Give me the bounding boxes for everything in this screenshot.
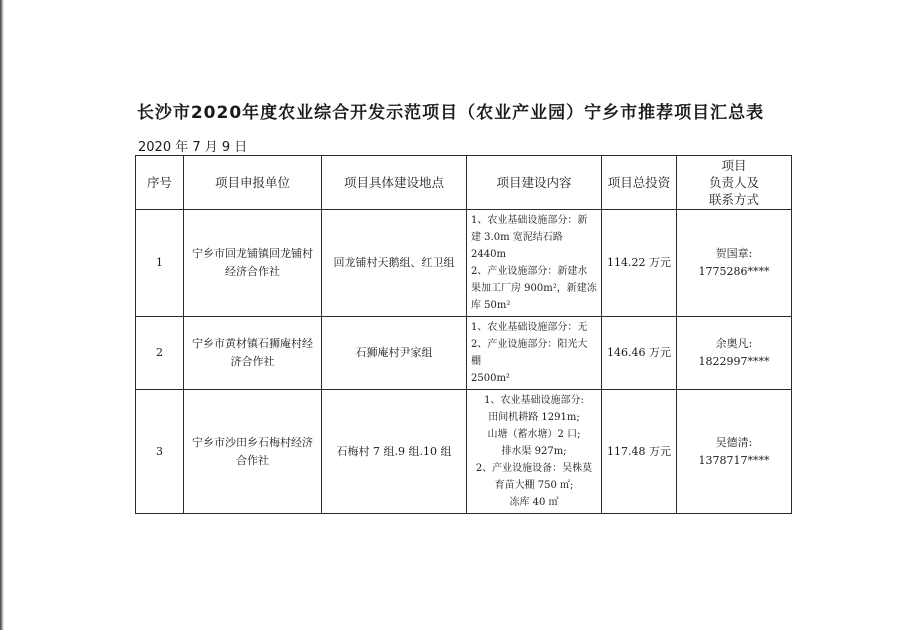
content-line: 建 3.0m 宽泥结石路 2440m [471,232,563,260]
cell-investment: 117.48 万元 [602,390,677,514]
content-line: 2、产业设施设备：吴株莫 [475,463,593,474]
content-line: 冻库 40 ㎡ [509,497,559,508]
content-line: 库 50m² [471,300,511,311]
header-location: 项目具体建设地点 [322,156,467,210]
cell-unit: 宁乡市回龙铺镇回龙铺村经济合作社 [184,210,322,317]
cell-location: 回龙铺村天鹅组、红卫组 [322,210,467,317]
cell-content [467,317,602,390]
header-no: 序号 [136,156,184,210]
cell-content [467,210,602,317]
content-line: 1、农业基础设施部分：新 [471,215,588,226]
cell-contact [677,210,792,317]
content-line: 山塘（蓄水塘）2 口; [487,429,581,440]
cell-content [467,390,602,514]
scan-edge [0,0,4,630]
project-summary-table [135,155,792,514]
cell-contact [677,390,792,514]
contact-person: 余奥凡: [715,337,753,350]
header-contact-line: 项目 [721,158,747,173]
contact-person: 吴德清: [715,435,753,449]
table-header-row [136,156,792,210]
cell-unit: 宁乡市黄材镇石狮庵村经济合作社 [184,317,322,390]
cell-unit: 宁乡市沙田乡石梅村经济合作社 [184,390,322,514]
contact-phone: 1378717**** [698,453,770,467]
table-row [136,317,792,390]
document-date: 2020 年 7 月 9 日 [138,140,248,155]
table-row [136,210,792,317]
content-line: 2、产业设施部分：新建水 [471,266,588,277]
content-line: 1、农业基础设施部分: [484,395,584,406]
cell-investment: 114.22 万元 [602,210,677,317]
contact-person: 贺国章: [715,247,753,260]
contact-phone: 1822997**** [698,355,770,368]
cell-investment: 146.46 万元 [602,317,677,390]
cell-no: 3 [136,390,184,514]
cell-location: 石梅村 7 组.9 组.10 组 [322,390,467,514]
header-contact-line: 联系方式 [708,192,759,207]
document-title: 长沙市2020年度农业综合开发示范项目（农业产业园）宁乡市推荐项目汇总表 [136,103,765,123]
header-unit: 项目申报单位 [184,156,322,210]
content-line: 2500m² [471,373,510,384]
header-contact [677,156,792,210]
table-row [136,390,792,514]
cell-no: 1 [136,210,184,317]
cell-location: 石狮庵村尹家组 [322,317,467,390]
content-line: 2、产业设施部分：阳光大棚 [471,339,588,367]
header-investment: 项目总投资 [602,156,677,210]
cell-contact [677,317,792,390]
cell-no: 2 [136,317,184,390]
header-contact-line: 负责人及 [708,175,759,190]
content-line: 育苗大棚 750 ㎡; [494,480,574,491]
content-line: 田间机耕路 1291m; [488,412,580,423]
header-content: 项目建设内容 [467,156,602,210]
contact-phone: 1775286**** [698,265,770,278]
content-line: 1、农业基础设施部分：无 [471,322,588,333]
content-line: 排水渠 927m; [501,446,567,457]
content-line: 果加工厂房 900m²，新建冻 [471,283,597,294]
